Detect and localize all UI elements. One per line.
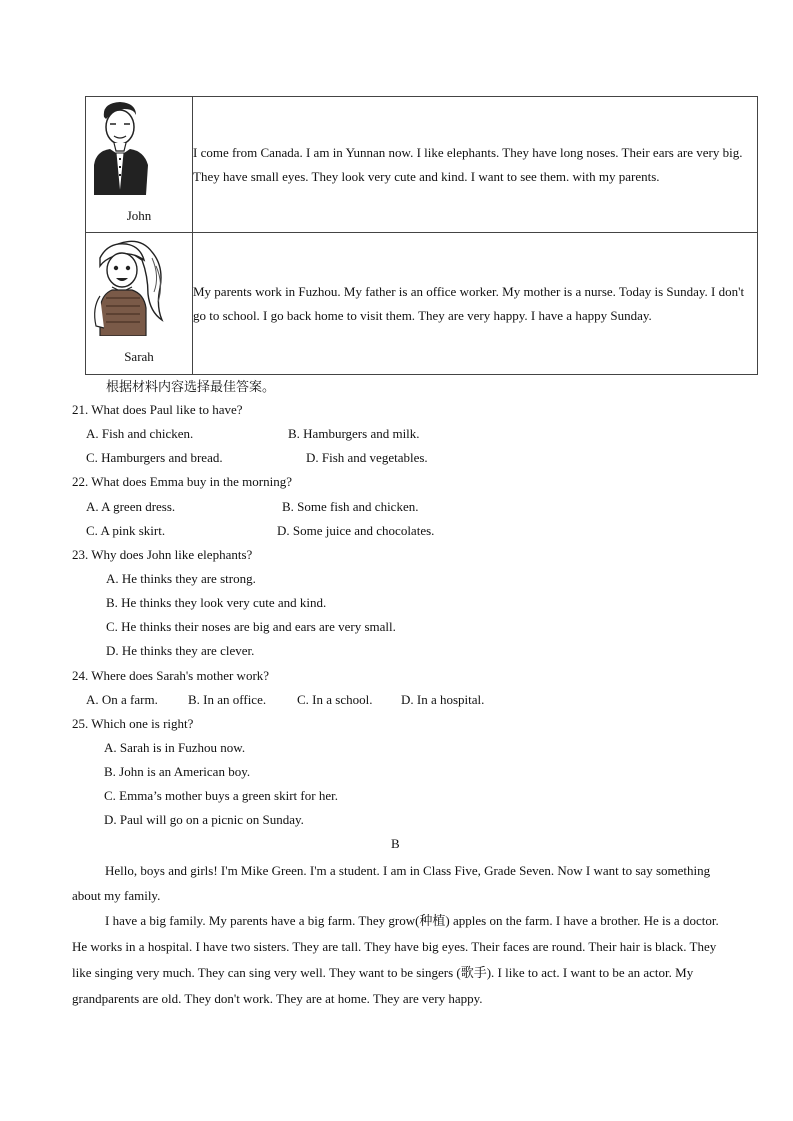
option-a: A. Sarah is in Fuzhou now. bbox=[104, 740, 246, 755]
option-d: D. Some juice and chocolates. bbox=[277, 523, 435, 538]
instruction: 根据材料内容选择最佳答案。 bbox=[106, 379, 276, 394]
picture-cell bbox=[86, 233, 193, 375]
section-heading: B bbox=[391, 836, 400, 851]
option-c: C. In a school. bbox=[297, 692, 373, 707]
table-row bbox=[86, 97, 758, 233]
question-stem: 25. Which one is right? bbox=[72, 716, 194, 731]
option-c: C. He thinks their noses are big and ears are very small. bbox=[106, 619, 396, 634]
boy-portrait-icon bbox=[90, 99, 150, 195]
passage-paragraph: Hello, boys and girls! I'm Mike Green. I'm a student. I am in Class Five, Grade Seven. Now I want to say something about my family. bbox=[72, 863, 711, 903]
option-d: D. Paul will go on a picnic on Sunday. bbox=[104, 812, 304, 827]
passage-paragraph: I have a big family. My parents have a big farm. They grow(种植) apples on the farm. I have a brother. He is a doctor. He works in a hospital. I have two sisters. They are tall. They have big eyes. Their faces are round. Their hair is black. They like singing very much. They can sing very well. They want to be singers (歌手). I like to act. I want to be an actor. My grandparents are old. They don't work. They are at home. They are very happy. bbox=[72, 913, 719, 1006]
option-a: A. He thinks they are strong. bbox=[106, 571, 256, 586]
character-name: John bbox=[126, 208, 152, 223]
option-b: B. Hamburgers and milk. bbox=[288, 426, 420, 441]
option-b: B. He thinks they look very cute and kind. bbox=[106, 595, 327, 610]
option-b: B. In an office. bbox=[188, 692, 267, 707]
question-stem: 22. What does Emma buy in the morning? bbox=[72, 474, 292, 489]
option-c: C. Hamburgers and bread. bbox=[86, 450, 223, 465]
option-c: C. Emma’s mother buys a green skirt for her. bbox=[104, 788, 338, 803]
character-table bbox=[85, 96, 758, 375]
option-d: D. He thinks they are clever. bbox=[106, 643, 255, 658]
question-stem: 23. Why does John like elephants? bbox=[72, 547, 253, 562]
question-stem: 21. What does Paul like to have? bbox=[72, 402, 243, 417]
option-d: D. Fish and vegetables. bbox=[306, 450, 428, 465]
character-name: Sarah bbox=[124, 349, 154, 364]
character-text: My parents work in Fuzhou. My father is an office worker. My mother is a nurse. Today is Sunday. I don't go to school. I go back home to visit them. They are very happy. I have a happy Sunday. bbox=[193, 233, 758, 375]
option-b: B. John is an American boy. bbox=[104, 764, 251, 779]
table-row bbox=[86, 233, 758, 375]
option-d: D. In a hospital. bbox=[401, 692, 485, 707]
picture-cell bbox=[86, 97, 193, 233]
option-a: A. Fish and chicken. bbox=[86, 426, 194, 441]
option-a: A. On a farm. bbox=[86, 692, 158, 707]
option-c: C. A pink skirt. bbox=[86, 523, 166, 538]
girl-portrait-icon bbox=[90, 236, 168, 336]
question-stem: 24. Where does Sarah's mother work? bbox=[72, 668, 270, 683]
character-text: I come from Canada. I am in Yunnan now. I like elephants. They have long noses. Their ears are very big. They have small eyes. They look very cute and kind. I want to see them. with my parents. bbox=[193, 97, 758, 233]
option-a: A. A green dress. bbox=[86, 499, 176, 514]
option-b: B. Some fish and chicken. bbox=[282, 499, 419, 514]
